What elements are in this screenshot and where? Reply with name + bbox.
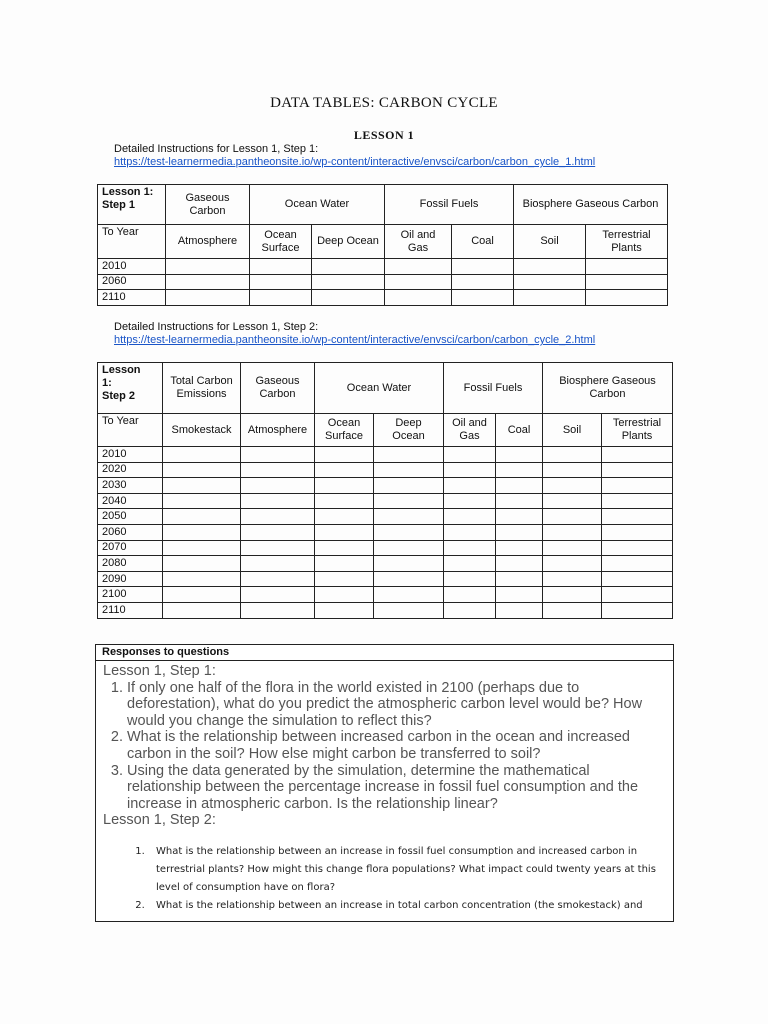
data-entry-cell[interactable] <box>543 540 602 556</box>
data-entry-cell[interactable] <box>452 259 514 275</box>
step1-questions <box>103 680 665 813</box>
data-entry-cell[interactable] <box>315 587 374 603</box>
question-item: 1. If only one half of the flora in the world existed in 2100 (perhaps due to deforestation), what do you predict the atmospheric carbon level would be? How would you change the simulation to reflect this? <box>127 680 665 730</box>
step2-heading: Lesson 1, Step 2: <box>103 812 216 829</box>
table1-to-year: To Year <box>98 225 166 259</box>
data-entry-cell[interactable] <box>315 524 374 540</box>
data-entry-cell[interactable] <box>444 571 496 587</box>
data-entry-cell[interactable] <box>163 447 241 463</box>
table-row <box>98 274 668 290</box>
data-entry-cell[interactable] <box>496 556 543 572</box>
data-entry-cell[interactable] <box>543 447 602 463</box>
table1-sub-coal: Coal <box>452 225 514 259</box>
table1-rows <box>98 259 668 306</box>
data-entry-cell[interactable] <box>163 478 241 494</box>
data-entry-cell[interactable] <box>374 493 444 509</box>
data-entry-cell[interactable] <box>374 509 444 525</box>
table1-header-gaseous: Gaseous Carbon <box>166 185 250 225</box>
data-entry-cell[interactable] <box>315 509 374 525</box>
data-entry-cell[interactable] <box>543 462 602 478</box>
year-cell: 2030 <box>98 478 163 494</box>
data-entry-cell[interactable] <box>250 259 312 275</box>
question-item: 2. What is the relationship between an increase in total carbon concentration (the smokestack) and <box>148 897 665 915</box>
data-entry-cell[interactable] <box>241 462 315 478</box>
data-entry-cell[interactable] <box>602 540 673 556</box>
data-entry-cell[interactable] <box>452 274 514 290</box>
data-entry-cell[interactable] <box>602 462 673 478</box>
year-cell: 2080 <box>98 556 163 572</box>
data-entry-cell[interactable] <box>444 540 496 556</box>
data-entry-cell[interactable] <box>444 462 496 478</box>
year-cell: 2070 <box>98 540 163 556</box>
data-entry-cell[interactable] <box>496 602 543 618</box>
table2-sub-ocean-surface: Ocean Surface <box>315 414 374 447</box>
data-entry-cell[interactable] <box>241 602 315 618</box>
data-entry-cell[interactable] <box>241 556 315 572</box>
data-entry-cell[interactable] <box>315 571 374 587</box>
table2-sub-atmosphere: Atmosphere <box>241 414 315 447</box>
table-row <box>98 259 668 275</box>
data-entry-cell[interactable] <box>444 509 496 525</box>
table-row <box>98 290 668 306</box>
data-entry-cell[interactable] <box>315 540 374 556</box>
data-entry-cell[interactable] <box>602 556 673 572</box>
responses-box <box>95 644 674 922</box>
data-entry-cell[interactable] <box>315 602 374 618</box>
data-entry-cell[interactable] <box>444 478 496 494</box>
data-entry-cell[interactable] <box>496 462 543 478</box>
data-entry-cell[interactable] <box>241 540 315 556</box>
data-entry-cell[interactable] <box>514 274 586 290</box>
data-entry-cell[interactable] <box>452 290 514 306</box>
table-row <box>98 509 673 525</box>
year-cell: 2100 <box>98 587 163 603</box>
table1-label: Lesson 1: Step 1 <box>98 185 166 225</box>
table1-header-ocean: Ocean Water <box>250 185 385 225</box>
data-entry-cell[interactable] <box>602 478 673 494</box>
data-entry-cell[interactable] <box>163 571 241 587</box>
data-entry-cell[interactable] <box>444 447 496 463</box>
data-entry-cell[interactable] <box>602 571 673 587</box>
data-entry-cell[interactable] <box>163 540 241 556</box>
data-entry-cell[interactable] <box>496 540 543 556</box>
data-entry-cell[interactable] <box>312 290 385 306</box>
data-entry-cell[interactable] <box>163 524 241 540</box>
data-entry-cell[interactable] <box>374 540 444 556</box>
year-cell: 2010 <box>98 259 166 275</box>
data-entry-cell[interactable] <box>166 290 250 306</box>
data-entry-cell[interactable] <box>586 274 668 290</box>
table1-sub-ocean-surface: Ocean Surface <box>250 225 312 259</box>
data-entry-cell[interactable] <box>444 524 496 540</box>
data-entry-cell[interactable] <box>163 509 241 525</box>
data-entry-cell[interactable] <box>241 478 315 494</box>
data-entry-cell[interactable] <box>586 290 668 306</box>
question-item: 2. What is the relationship between increased carbon in the ocean and increased carbon in the soil? How else might carbon be transferred to soil? <box>127 729 665 762</box>
table-row <box>98 571 673 587</box>
table2-header-fossil: Fossil Fuels <box>444 363 543 414</box>
year-cell: 2060 <box>98 524 163 540</box>
year-cell: 2060 <box>98 274 166 290</box>
data-entry-cell[interactable] <box>444 602 496 618</box>
table-row <box>98 602 673 618</box>
data-entry-cell[interactable] <box>602 447 673 463</box>
data-entry-cell[interactable] <box>496 493 543 509</box>
table1-sub-atmosphere: Atmosphere <box>166 225 250 259</box>
data-entry-cell[interactable] <box>374 524 444 540</box>
data-entry-cell[interactable] <box>241 447 315 463</box>
table-row <box>98 478 673 494</box>
question-item: 1. What is the relationship between an increase in fossil fuel consumption and increased carbon in terrestrial plants? How might this change flora populations? What impact could twenty years at this level of consumption have on flora? <box>148 843 665 897</box>
table2-sub-coal: Coal <box>496 414 543 447</box>
data-entry-cell[interactable] <box>315 462 374 478</box>
data-entry-cell[interactable] <box>250 290 312 306</box>
data-entry-cell[interactable] <box>163 493 241 509</box>
table-row <box>98 540 673 556</box>
table-row <box>98 524 673 540</box>
data-entry-cell[interactable] <box>315 478 374 494</box>
data-entry-cell[interactable] <box>543 524 602 540</box>
year-cell: 2040 <box>98 493 163 509</box>
data-entry-cell[interactable] <box>586 259 668 275</box>
data-entry-cell[interactable] <box>496 587 543 603</box>
instructions-step2-text: Detailed Instructions for Lesson 1, Step 2: <box>114 321 319 333</box>
table2-header-biosphere: Biosphere Gaseous Carbon <box>543 363 673 414</box>
table2-rows <box>98 447 673 619</box>
data-entry-cell[interactable] <box>602 602 673 618</box>
data-entry-cell[interactable] <box>166 274 250 290</box>
data-entry-cell[interactable] <box>496 478 543 494</box>
table2-sub-smokestack: Smokestack <box>163 414 241 447</box>
data-entry-cell[interactable] <box>312 259 385 275</box>
data-entry-cell[interactable] <box>444 556 496 572</box>
instructions-step2 <box>114 321 595 347</box>
data-entry-cell[interactable] <box>543 602 602 618</box>
data-entry-cell[interactable] <box>163 556 241 572</box>
table2-to-year: To Year <box>98 414 163 447</box>
data-entry-cell[interactable] <box>166 259 250 275</box>
data-entry-cell[interactable] <box>543 478 602 494</box>
data-entry-cell[interactable] <box>543 571 602 587</box>
step1-heading: Lesson 1, Step 1: <box>103 663 216 679</box>
table2-sub-oil-gas: Oil and Gas <box>444 414 496 447</box>
data-entry-cell[interactable] <box>543 509 602 525</box>
instructions-step1-text: Detailed Instructions for Lesson 1, Step 1: <box>114 143 319 155</box>
table2-sub-soil: Soil <box>543 414 602 447</box>
data-entry-cell[interactable] <box>543 493 602 509</box>
data-entry-cell[interactable] <box>315 493 374 509</box>
table-row <box>98 556 673 572</box>
data-entry-cell[interactable] <box>241 571 315 587</box>
data-entry-cell[interactable] <box>374 556 444 572</box>
data-entry-cell[interactable] <box>250 274 312 290</box>
data-entry-cell[interactable] <box>385 274 452 290</box>
data-entry-cell[interactable] <box>602 509 673 525</box>
data-entry-cell[interactable] <box>602 493 673 509</box>
year-cell: 2020 <box>98 462 163 478</box>
data-entry-cell[interactable] <box>374 462 444 478</box>
year-cell: 2050 <box>98 509 163 525</box>
question-item: 3. Using the data generated by the simulation, determine the mathematical relationship between the percentage increase in fossil fuel consumption and the increase in atmospheric carbon. Is the relationship linear? <box>127 763 665 813</box>
data-entry-cell[interactable] <box>241 524 315 540</box>
data-entry-cell[interactable] <box>241 587 315 603</box>
data-entry-cell[interactable] <box>444 493 496 509</box>
data-entry-cell[interactable] <box>496 447 543 463</box>
data-entry-cell[interactable] <box>315 447 374 463</box>
table2-label: Lesson 1: Step 2 <box>98 363 163 414</box>
lesson-heading: LESSON 1 <box>353 128 415 142</box>
responses-header: Responses to questions <box>96 645 673 661</box>
table-row <box>98 447 673 463</box>
data-entry-cell[interactable] <box>543 556 602 572</box>
table-lesson1-step2 <box>97 362 673 619</box>
instructions-step2-link[interactable]: https://test-learnermedia.pantheonsite.io/wp-content/interactive/envsci/carbon/carbon_cycle_2.html <box>114 334 596 346</box>
table2-sub-terrestrial: Terrestrial Plants <box>602 414 673 447</box>
data-entry-cell[interactable] <box>496 524 543 540</box>
data-entry-cell[interactable] <box>241 509 315 525</box>
data-entry-cell[interactable] <box>602 524 673 540</box>
data-entry-cell[interactable] <box>374 571 444 587</box>
year-cell: 2110 <box>98 602 163 618</box>
table2-header-gaseous: Gaseous Carbon <box>241 363 315 414</box>
instructions-step1-link[interactable]: https://test-learnermedia.pantheonsite.io/wp-content/interactive/envsci/carbon/carbon_cycle_1.html <box>114 156 596 168</box>
instructions-step1 <box>114 143 595 169</box>
data-entry-cell[interactable] <box>385 259 452 275</box>
table1-header-fossil: Fossil Fuels <box>385 185 514 225</box>
data-entry-cell[interactable] <box>315 556 374 572</box>
data-entry-cell[interactable] <box>241 493 315 509</box>
table-lesson1-step1 <box>97 184 668 306</box>
table1-sub-terrestrial: Terrestrial Plants <box>586 225 668 259</box>
data-entry-cell[interactable] <box>312 274 385 290</box>
responses-body[interactable] <box>96 661 673 915</box>
year-cell: 2010 <box>98 447 163 463</box>
table-row <box>98 587 673 603</box>
data-entry-cell[interactable] <box>602 587 673 603</box>
data-entry-cell[interactable] <box>374 602 444 618</box>
data-entry-cell[interactable] <box>444 587 496 603</box>
table2-header-total: Total Carbon Emissions <box>163 363 241 414</box>
data-entry-cell[interactable] <box>374 587 444 603</box>
table1-header-biosphere: Biosphere Gaseous Carbon <box>514 185 668 225</box>
data-entry-cell[interactable] <box>543 587 602 603</box>
table2-header-ocean: Ocean Water <box>315 363 444 414</box>
table1-sub-oil-gas: Oil and Gas <box>385 225 452 259</box>
data-entry-cell[interactable] <box>514 290 586 306</box>
page-title: DATA TABLES: CARBON CYCLE <box>270 95 498 111</box>
data-entry-cell[interactable] <box>374 478 444 494</box>
table1-sub-soil: Soil <box>514 225 586 259</box>
table1-sub-deep-ocean: Deep Ocean <box>312 225 385 259</box>
step2-questions <box>103 843 665 915</box>
table-row <box>98 493 673 509</box>
data-entry-cell[interactable] <box>514 259 586 275</box>
data-entry-cell[interactable] <box>385 290 452 306</box>
data-entry-cell[interactable] <box>374 447 444 463</box>
data-entry-cell[interactable] <box>496 571 543 587</box>
table2-sub-deep-ocean: Deep Ocean <box>374 414 444 447</box>
year-cell: 2090 <box>98 571 163 587</box>
data-entry-cell[interactable] <box>163 462 241 478</box>
data-entry-cell[interactable] <box>496 509 543 525</box>
data-entry-cell[interactable] <box>163 602 241 618</box>
table-row <box>98 462 673 478</box>
year-cell: 2110 <box>98 290 166 306</box>
data-entry-cell[interactable] <box>163 587 241 603</box>
